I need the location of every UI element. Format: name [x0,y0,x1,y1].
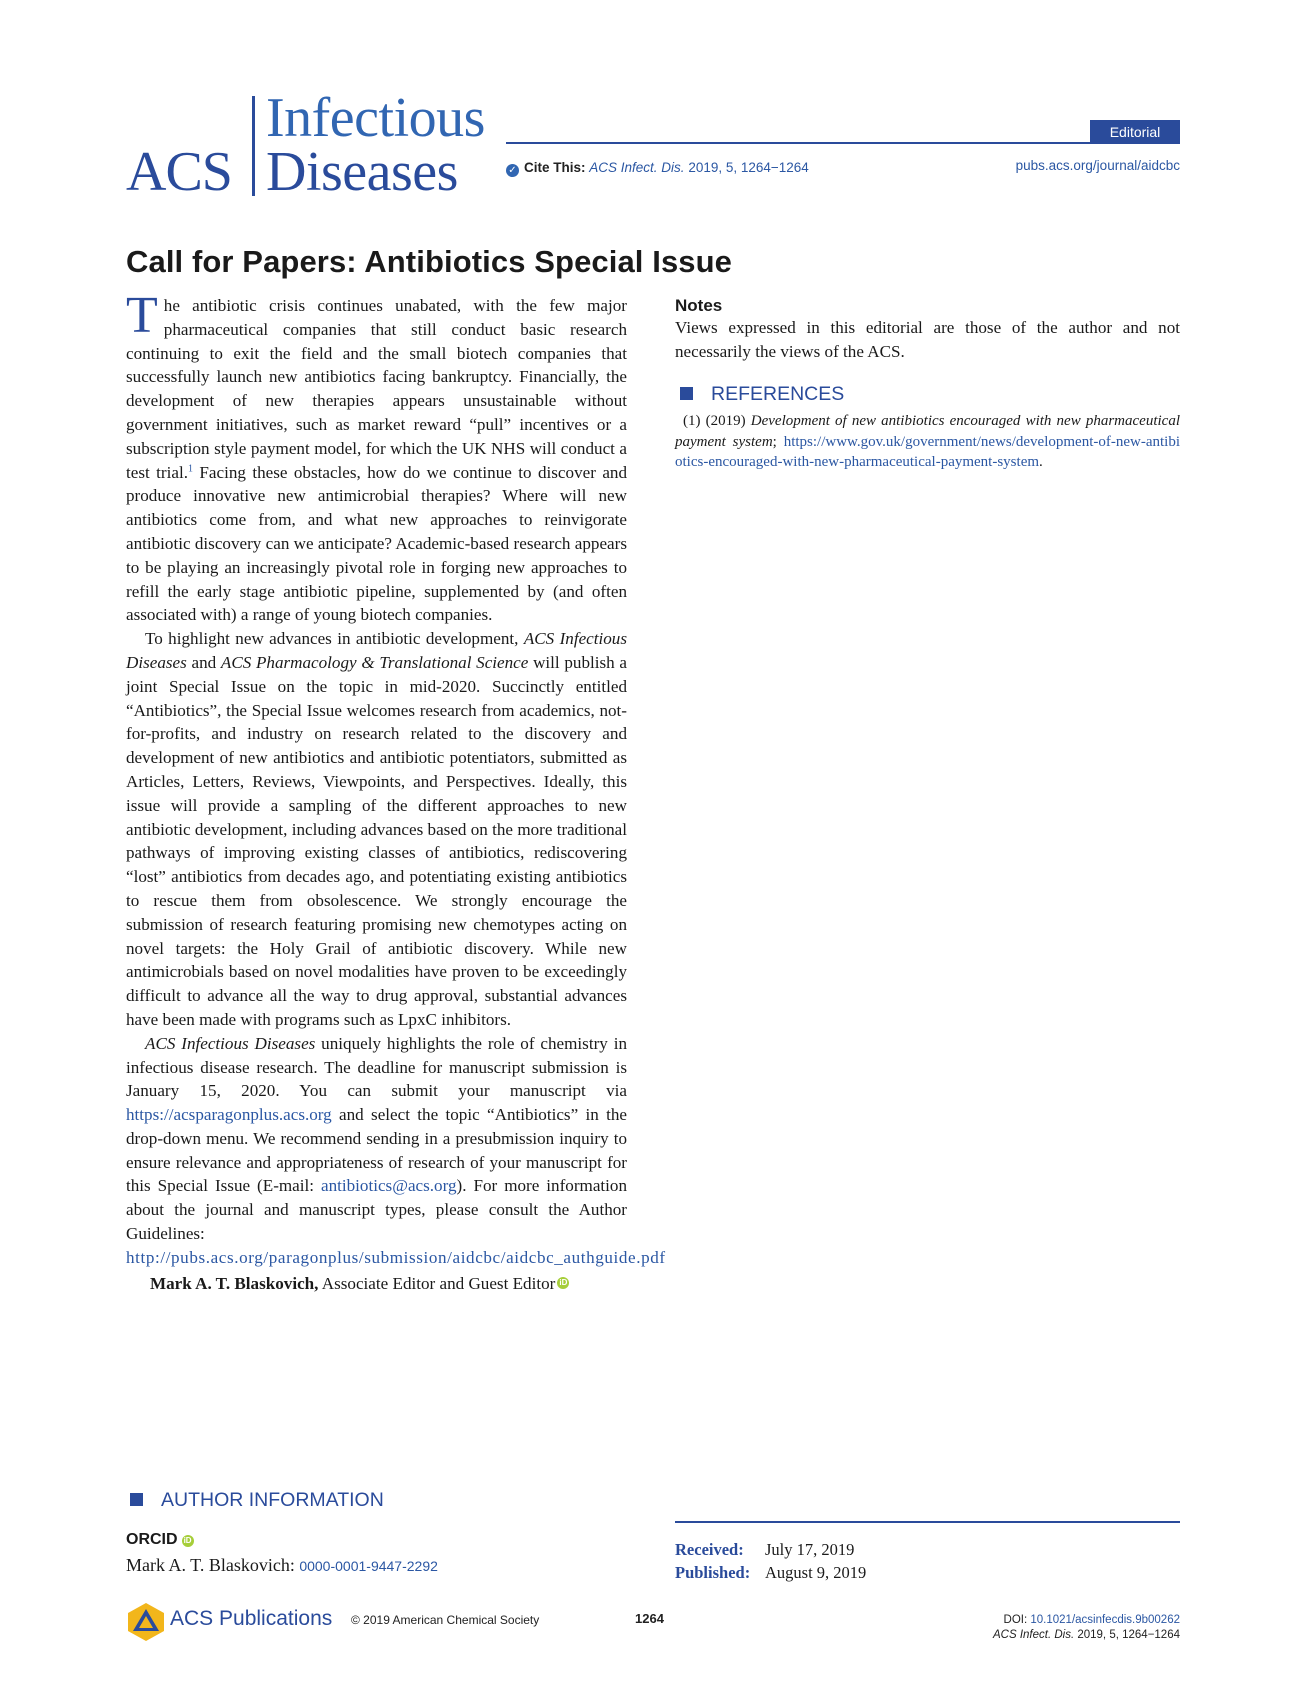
signature-name: Mark A. T. Blaskovich, [150,1273,319,1293]
cite-details: 2019, 5, 1264−1264 [688,160,809,175]
drop-cap: T [126,287,158,344]
doi-block [993,1613,1180,1643]
paragraph-2-text-a: To highlight new advances in antibiotic development, [145,629,524,649]
author-information-label: AUTHOR INFORMATION [161,1489,384,1511]
references-heading-label: REFERENCES [711,383,845,405]
article-body [126,287,666,1295]
acs-publications-logo [126,1601,333,1641]
paragraph-3-text-a: uniquely highlights the role of chemistry in infectious disease research. The deadline for manuscript submission is January 15, 2020. You can submit your manuscript via [126,1033,627,1101]
received-value: July 17, 2019 [765,1540,855,1559]
paragraph-1 [126,287,627,627]
published-label: Published: [675,1563,751,1582]
paragraph-2 [126,627,627,1032]
orcid-author-name: Mark A. T. Blaskovich: [126,1555,300,1575]
acs-hexagon-icon [126,1601,166,1641]
journal-logo [126,87,506,203]
article-type-badge: Editorial [1090,120,1180,144]
footer-citation: 2019, 5, 1264−1264 [1074,1629,1180,1641]
journal-name-ptsci: ACS Pharmacology & Translational Science [220,652,529,672]
author-guidelines-link[interactable]: http://pubs.acs.org/paragonplus/submission/aidcbc/aidcbc_authguide.pdf [126,1247,666,1267]
cite-this[interactable] [506,160,809,177]
email-link[interactable]: antibiotics@acs.org [321,1176,457,1196]
notes-heading: Notes [675,296,723,315]
publisher-name: ACS Publications [170,1607,333,1630]
journal-url-link[interactable]: pubs.acs.org/journal/aidcbc [1015,158,1180,173]
received-label: Received: [675,1540,744,1559]
signature-role: Associate Editor and Guest Editor [318,1273,556,1293]
reference-1-url[interactable]: https://www.gov.uk/government/news/development-of-new-antibiotics-encouraged-with-new-pharmaceutical-payment-system [675,433,1181,470]
orcid-heading [126,1531,194,1549]
doi-link[interactable]: 10.1021/acsinfecdis.9b00262 [1030,1614,1180,1626]
footer-journal-abbrev: ACS Infect. Dis. [992,1629,1075,1641]
author-information-heading [130,1489,384,1512]
paragraph-1-text-a: he antibiotic crisis continues unabated, with the few major pharmaceutical companies that still conduct basic research continuing to exit the field and the small biotech companies that successfully launch new antibiotics facing bankruptcy. Financially, the development of new therapies appears unsustainable without government initiatives, such as market reward “pull” incentives or a subscription style payment model, for which the UK NHS will conduct a test trial. [126,296,627,482]
reference-1-title: Development of new antibiotics encouraged with new pharmaceutical payment system [675,413,1180,450]
journal-name-aid: ACS Infectious Diseases [126,629,627,672]
paragraph-2-text-b: will publish a joint Special Issue on the topic in mid-2020. Succinctly entitled “Antibiotics”, the Special Issue welcomes research from academics, not-for-profits, and industry on research related to the discovery and development of new antibiotics and antibiotic potentiators, submitted as Articles, Letters, Reviews, Viewpoints, and Perspectives. Ideally, this issue will provide a sampling of the different approaches to new antibiotic development, including advances based on the more traditional pathways of improving existing classes of antibiotics, rediscovering “lost” antibiotics from decades ago, and potentiating existing antibiotics to rescue them from obsolescence. We strongly encourage the submission of research featuring promising new chemotypes acting on novel targets: the Holy Grail of antibiotic discovery. While new antimicrobials based on novel modalities have proven to be exceedingly difficult to advance all the way to drug approval, substantial advances have been made with programs such as LpxC inhibitors. [126,652,627,1029]
notes-text: Views expressed in this editorial are those of the author and not necessarily the views of the ACS. [675,318,1180,361]
logo-line-infectious: Infectious [266,87,485,149]
reference-link-1[interactable]: 1 [187,462,193,474]
reference-1 [675,411,1180,473]
paragraph-3 [126,1032,666,1270]
citation-line [993,1628,1180,1643]
paragraph-1-text-b: Facing these obstacles, how do we continue to discover and produce innovative new antimicrobial therapies? Where will new antibiotics come from, and what new approaches to reinvigorate antibiotic discovery can we anticipate? Academic-based research appears to be playing an increasingly pivotal role in forging new approaches to refill the early stage antibiotic pipeline, supplemented by (and often associated with) a range of young biotech companies. [126,462,627,625]
logo-line-diseases: Diseases [266,141,458,203]
orcid-label: ORCID [126,1531,178,1548]
reference-1-sep: ; [772,433,784,450]
signature [126,1272,627,1296]
copyright: © 2019 American Chemical Society [351,1613,540,1627]
references-heading [680,383,844,406]
doi-label: DOI: [1003,1614,1031,1626]
submission-link[interactable]: https://acsparagonplus.acs.org [126,1105,332,1125]
orcid-icon[interactable]: iD [559,1277,568,1287]
square-bullet-icon [130,1493,143,1506]
published-date [675,1563,866,1583]
cite-journal: ACS Infect. Dis. [589,160,685,175]
reference-1-number: (1) (2019) [683,413,751,429]
logo-acs: ACS [126,141,232,203]
published-value: August 9, 2019 [765,1563,867,1582]
paragraph-3-text-c: ). For more information about the journal and manuscript types, please consult the Author Guidelines: [126,1176,628,1244]
page-number: 1264 [635,1611,664,1626]
received-date [675,1540,854,1560]
orcid-id-link[interactable]: 0000-0001-9447-2292 [299,1558,438,1574]
paragraph-3-text-b: and select the topic “Antibiotics” in the drop-down menu. We recommend sending in a presubmission inquiry to ensure relevance and appropriateness of research of your manuscript for this Special Issue (E-mail: [126,1105,627,1196]
cite-label: Cite This: [524,160,586,175]
logo-divider [252,96,255,196]
reference-1-end: . [1039,454,1043,470]
journal-name-aid-2: ACS Infectious Diseases [145,1033,316,1053]
doi-line [993,1613,1180,1628]
dates-rule [675,1521,1180,1523]
article-title: Call for Papers: Antibiotics Special Issue [126,244,733,279]
paragraph-2-and: and [186,652,221,672]
check-circle-icon: ✓ [506,164,519,177]
orcid-entry [126,1555,438,1576]
header-rule [506,142,1180,144]
square-bullet-icon [680,387,693,400]
orcid-icon: iD [183,1536,192,1545]
